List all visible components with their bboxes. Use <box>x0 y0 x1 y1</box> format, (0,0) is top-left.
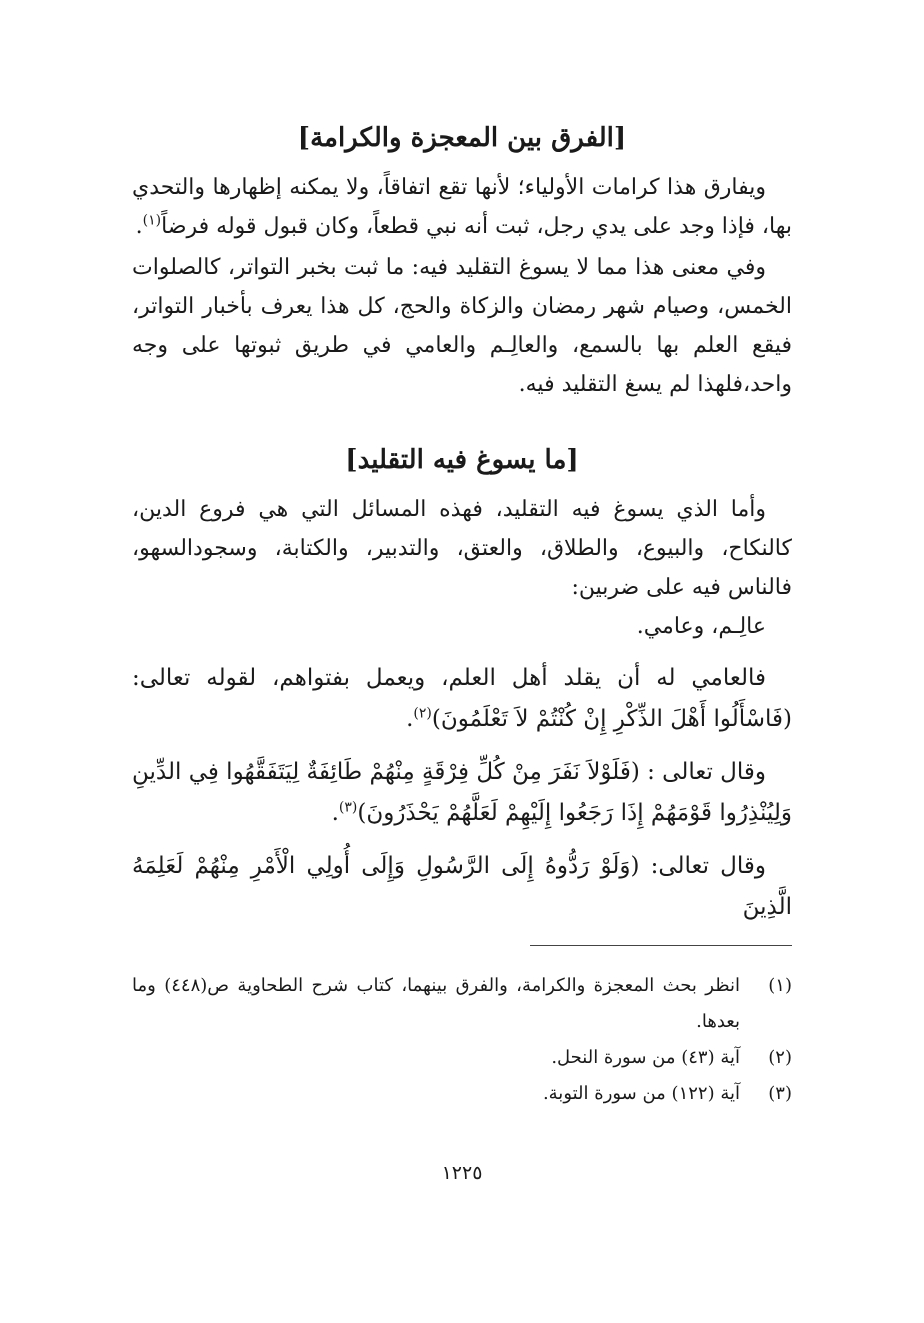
footnote-item <box>132 968 792 1040</box>
footnote-text: آية (٤٣) من سورة النحل. <box>551 1047 740 1068</box>
paragraph-end-mark: . <box>331 800 339 826</box>
paragraph-ammi-text: فالعامي له أن يقلد أهل العلم، ويعمل بفتواهم، لقوله تعالى: (فَاسْأَلُوا أَهْلَ الذِّكْرِ إِنْ كُنْتُمْ لاَ تَعْلَمُونَ) <box>132 665 792 732</box>
footnote-item <box>132 1076 792 1112</box>
paragraph-branches <box>132 490 792 607</box>
footnote-number: (٣) <box>768 1083 792 1104</box>
paragraph-verse-nisa-text: وقال تعالى: (وَلَوْ رَدُّوهُ إِلَى الرَّسُولِ وَإِلَى أُولِي الْأَمْرِ مِنْهُمْ لَعَلِمَهُ الَّذِينَ <box>132 853 792 920</box>
paragraph-verse-nisa <box>132 846 792 928</box>
paragraph-ammi <box>132 658 792 740</box>
page-number: ١٢٢٥ <box>441 1162 483 1184</box>
footnote-number: (٢) <box>768 1047 792 1068</box>
paragraph-end-mark: . <box>135 214 143 239</box>
footnotes <box>132 968 792 1112</box>
paragraph-two-types <box>132 607 792 646</box>
footnote-text: انظر بحث المعجزة والكرامة، والفرق بينهما، كتاب شرح الطحاوية ص(٤٤٨) وما بعدها. <box>132 975 741 1032</box>
paragraph-verse-tawbah-text: وقال تعالى : (فَلَوْلاَ نَفَرَ مِنْ كُلِّ فِرْقَةٍ مِنْهُمْ طَائِفَةٌ لِيَتَفَقَّهُوا فِي الدِّينِ وَلِيُنْذِرُوا قَوْمَهُمْ إِذَا رَجَعُوا إِلَيْهِمْ لَعَلَّهُمْ يَحْذَرُونَ) <box>132 759 792 826</box>
footnote-number: (١) <box>768 975 792 996</box>
footnote-ref-3[interactable]: (٣) <box>338 799 358 816</box>
footnote-separator <box>530 945 792 946</box>
paragraph-tawatur <box>132 248 792 404</box>
page-body <box>132 118 792 928</box>
paragraph-karamat <box>132 168 792 246</box>
paragraph-karamat-text: ويفارق هذا كرامات الأولياء؛ لأنها تقع اتفاقاً، ولا يمكنه إظهارها والتحدي بها، فإذا وجد على يدي رجل، ثبت أنه نبي قطعاً، وكان قبول قوله فرضاً <box>132 175 792 239</box>
paragraph-verse-tawbah <box>132 752 792 834</box>
footnote-text: آية (١٢٢) من سورة التوبة. <box>542 1083 740 1104</box>
paragraph-branches-text: وأما الذي يسوغ فيه التقليد، فهذه المسائل التي هي فروع الدين، كالنكاح، والبيوع، والطلاق، والعتق، والتدبير، والكتابة، وسجودالسهو، فالناس فيه على ضربين: <box>132 497 792 600</box>
footnote-ref-2[interactable]: (٢) <box>413 705 432 722</box>
footnote-item <box>132 1040 792 1076</box>
paragraph-two-types-text: عالِـم، وعامي. <box>636 614 766 639</box>
section-heading-miracle-vs-karama: [الفرق بين المعجزة والكرامة] <box>297 123 627 153</box>
section-heading-permissible-taqlid: [ما يسوغ فيه التقليد] <box>345 445 579 475</box>
paragraph-tawatur-text: وفي معنى هذا مما لا يسوغ التقليد فيه: ما ثبت بخبر التواتر، كالصلوات الخمس، وصيام شهر رمضان والزكاة والحج، كل هذا يعرف بأخبار التواتر، فيقع العلم بها بالسمع، والعالِـم والعامي في طريق ثبوتها على وجه واحد،فلهذا لم يسغ التقليد فيه. <box>132 255 792 397</box>
paragraph-end-mark: . <box>406 706 414 732</box>
footnote-ref-1[interactable]: (١) <box>142 212 162 229</box>
